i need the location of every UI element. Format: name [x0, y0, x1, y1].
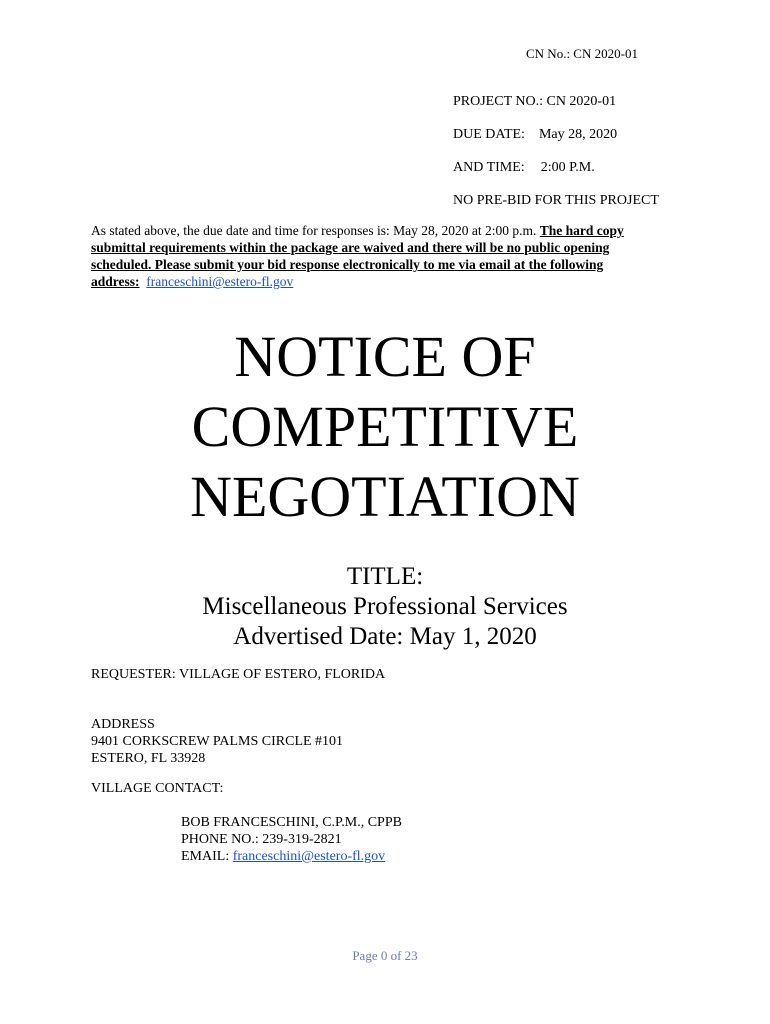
notice-intro: As stated above, the due date and time for responses is: May 28, 2020 at 2:00 p.m.	[91, 223, 540, 238]
advertised-date: Advertised Date: May 1, 2020	[233, 623, 537, 650]
page-number: Page 0 of 23	[352, 948, 418, 963]
notice-email-link[interactable]: franceschini@estero-fl.gov	[146, 274, 294, 289]
document-title	[0, 322, 770, 532]
title-label: TITLE:	[346, 563, 424, 590]
contact-email-label: EMAIL:	[181, 849, 233, 864]
title-line-1: NOTICE OF	[234, 324, 536, 389]
cn-number-header: CN No.: CN 2020-01	[526, 46, 638, 61]
time-label: AND TIME:	[453, 160, 525, 175]
submission-notice	[91, 222, 651, 290]
address-label: ADDRESS	[91, 717, 155, 732]
project-number: PROJECT NO.: CN 2020-01	[453, 94, 617, 109]
address-block	[91, 716, 343, 767]
prebid-note: NO PRE-BID FOR THIS PROJECT	[453, 193, 659, 208]
time-row	[453, 160, 659, 193]
title-line-3: NEGOTIATION	[190, 464, 580, 529]
notice-bold-instructions: The hard copy submittal requirements within the package are waived and there will be no public opening scheduled. Please submit your bid response electronically to me via email at the following address:	[91, 223, 624, 289]
requester: REQUESTER: VILLAGE OF ESTERO, FLORIDA	[91, 667, 386, 682]
due-date-label: DUE DATE:	[453, 127, 525, 142]
title-line-2: COMPETITIVE	[191, 394, 579, 459]
village-contact-label: VILLAGE CONTACT:	[91, 781, 224, 796]
address-city: ESTERO, FL 33928	[91, 751, 206, 766]
time-value: 2:00 P.M.	[540, 160, 595, 175]
address-street: 9401 CORKSCREW PALMS CIRCLE #101	[91, 734, 344, 749]
project-title-block	[0, 562, 770, 652]
contact-name: BOB FRANCESCHINI, C.P.M., CPPB	[181, 815, 402, 830]
due-date-value: May 28, 2020	[538, 127, 618, 142]
project-info	[453, 94, 659, 226]
contact-phone: PHONE NO.: 239-319-2821	[181, 832, 342, 847]
contact-email-row	[181, 848, 402, 865]
contact-block	[181, 814, 402, 865]
project-name: Miscellaneous Professional Services	[202, 593, 568, 620]
contact-email-link[interactable]: franceschini@estero-fl.gov	[232, 849, 386, 864]
due-date-row	[453, 127, 659, 160]
